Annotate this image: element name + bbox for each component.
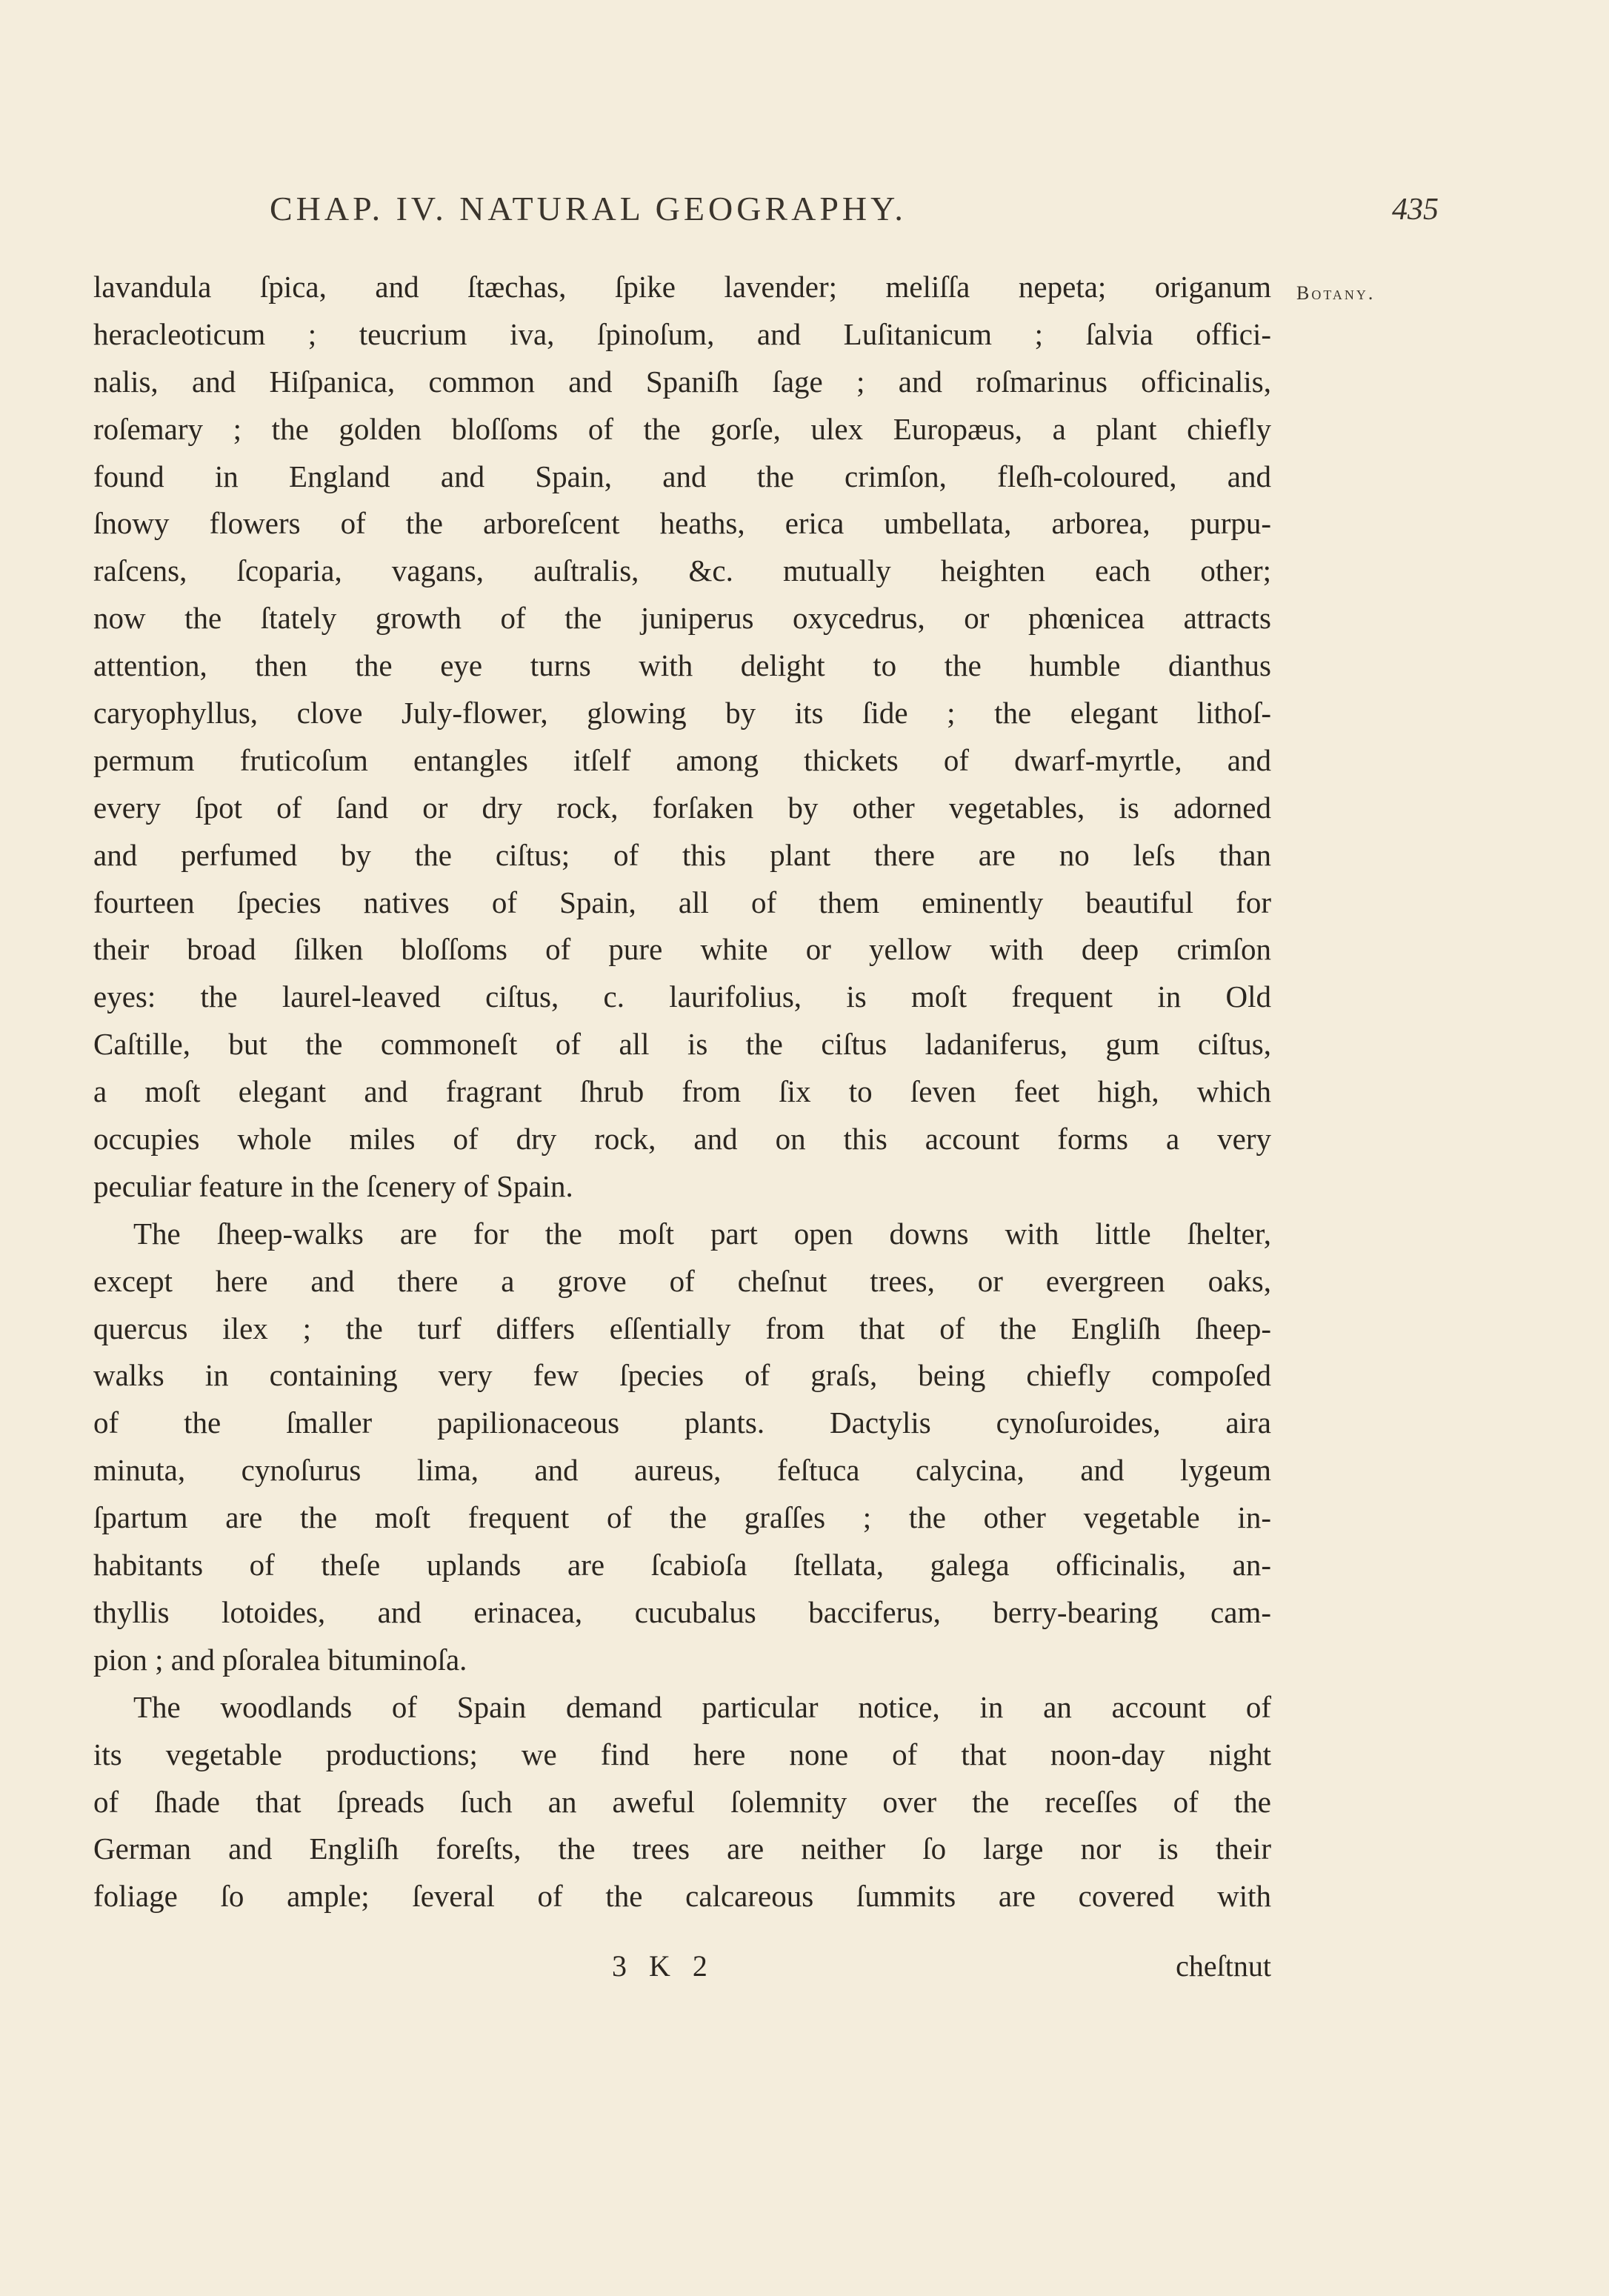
text-line: caryophyllus, clove July-flower, glowing by its ſide ; the elegant lithoſ- — [93, 696, 1271, 731]
text-line: every ſpot of ſand or dry rock, forſaken by other vegetables, is adorned — [93, 790, 1271, 825]
text-line: minuta, cynoſurus lima, and aureus, feſtuca calycina, and lygeum — [93, 1453, 1271, 1488]
text-line: and perfumed by the ciſtus; of this plant there are no leſs than — [93, 837, 1271, 872]
text-line: pion ; and pſoralea bituminoſa. — [93, 1642, 467, 1677]
text-line: thyllis lotoides, and erinacea, cucubalus bacciferus, berry-bearing cam- — [93, 1594, 1271, 1629]
running-title: CHAP. IV. NATURAL GEOGRAPHY. — [270, 190, 907, 227]
text-line: now the ſtately growth of the juniperus oxycedrus, or phœnicea attracts — [93, 601, 1271, 636]
text-line: ſpartum are the moſt frequent of the graſſes ; the other vegetable in- — [93, 1500, 1271, 1535]
body-text — [93, 264, 1271, 1920]
text-line: fourteen ſpecies natives of Spain, all of them eminently beautiful for — [93, 885, 1271, 919]
text-line: foliage ſo ample; ſeveral of the calcareous ſummits are covered with — [93, 1879, 1271, 1914]
text-line: quercus ilex ; the turf differs eſſentially from that of the Engliſh ſheep- — [93, 1311, 1271, 1345]
text-line: attention, then the eye turns with delight to the humble dianthus — [93, 648, 1271, 683]
text-line: a moſt elegant and fragrant ſhrub from ſix to ſeven feet high, which — [93, 1074, 1271, 1109]
page-footer — [93, 1949, 1271, 1993]
text-line: raſcens, ſcoparia, vagans, auſtralis, &c. mutually heighten each other; — [93, 553, 1271, 588]
text-line: permum fruticoſum entangles itſelf among thickets of dwarf-myrtle, and — [93, 742, 1271, 777]
page-header — [270, 189, 1470, 233]
text-line: Caſtille, but the commoneſt of all is the ciſtus ladaniferus, gum ciſtus, — [93, 1027, 1271, 1062]
text-line: occupies whole miles of dry rock, and on this account forms a very — [93, 1122, 1271, 1157]
text-line: walks in containing very few ſpecies of graſs, being chiefly compoſed — [93, 1358, 1271, 1393]
signature-mark: 3 K 2 — [612, 1949, 715, 1983]
page-number: 435 — [1392, 193, 1439, 227]
text-line: of ſhade that ſpreads ſuch an aweful ſolemnity over the receſſes of the — [93, 1784, 1271, 1819]
text-line: habitants of theſe uplands are ſcabioſa ſtellata, galega officinalis, an- — [93, 1548, 1271, 1583]
text-line: found in England and Spain, and the crimſon, fleſh-coloured, and — [93, 459, 1271, 493]
text-line: The woodlands of Spain demand particular notice, in an account of — [133, 1689, 1271, 1724]
text-line: their broad ſilken bloſſoms of pure white or yellow with deep crimſon — [93, 932, 1271, 967]
text-line: German and Engliſh foreſts, the trees are neither ſo large nor is their — [93, 1831, 1271, 1866]
marginal-note: Botany. — [1296, 282, 1376, 304]
text-line: eyes: the laurel-leaved ciſtus, c. laurifolius, is moſt frequent in Old — [93, 979, 1271, 1014]
text-line: heracleoticum ; teucrium iva, ſpinoſum, and Luſitanicum ; ſalvia offici- — [93, 316, 1271, 351]
text-line: its vegetable productions; we find here none of that noon-day night — [93, 1737, 1271, 1771]
text-line: peculiar feature in the ſcenery of Spain. — [93, 1168, 573, 1203]
text-line: ſnowy flowers of the arboreſcent heaths, erica umbellata, arborea, purpu- — [93, 506, 1271, 541]
text-line: roſemary ; the golden bloſſoms of the gorſe, ulex Europæus, a plant chiefly — [93, 411, 1271, 446]
text-line: except here and there a grove of cheſnut trees, or evergreen oaks, — [93, 1263, 1271, 1298]
text-line: of the ſmaller papilionaceous plants. Dactylis cynoſuroides, aira — [93, 1405, 1271, 1440]
catchword: cheſtnut — [1176, 1949, 1271, 1983]
text-line: nalis, and Hiſpanica, common and Spaniſh ſage ; and roſmarinus officinalis, — [93, 364, 1271, 399]
text-line: The ſheep-walks are for the moſt part open downs with little ſhelter, — [133, 1216, 1271, 1251]
text-line: lavandula ſpica, and ſtæchas, ſpike lavender; meliſſa nepeta; origanum — [93, 270, 1271, 304]
